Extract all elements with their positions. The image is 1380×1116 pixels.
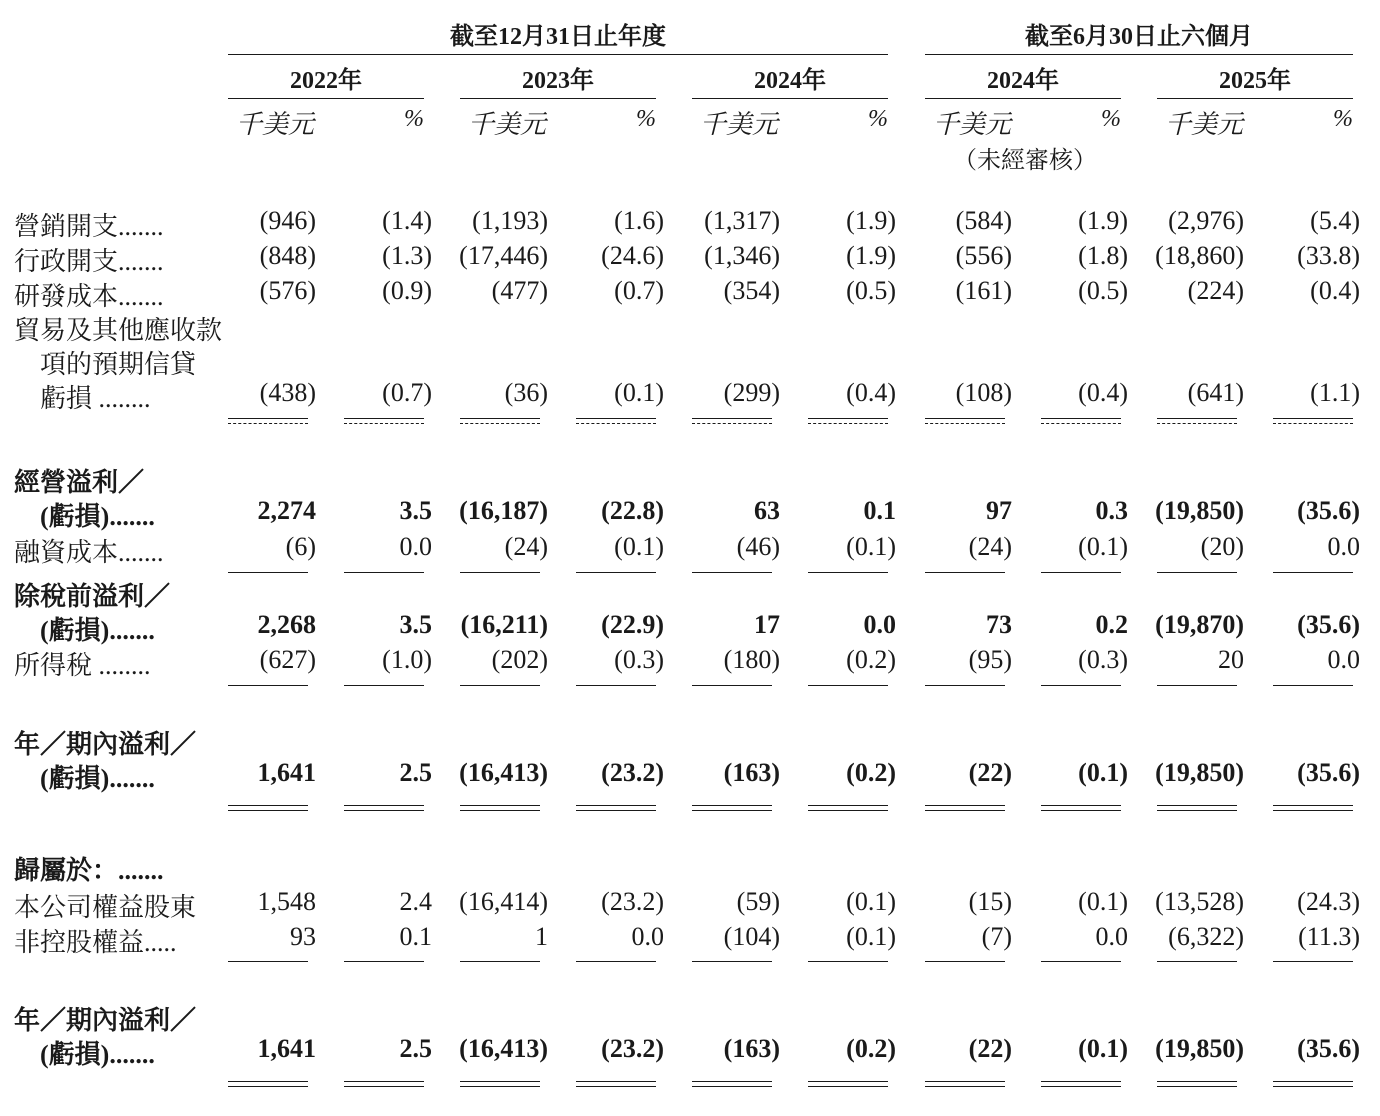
table-cell: (24) xyxy=(968,532,1012,561)
total-rule xyxy=(1273,1081,1353,1087)
table-cell: (180) xyxy=(723,645,780,674)
subtotal-rule xyxy=(692,961,772,962)
row-label: 行政開支....... xyxy=(14,247,164,276)
unit-amount-2023: 千美元 xyxy=(468,110,547,139)
table-cell: (23.2) xyxy=(601,887,664,916)
table-cell: 0.0 xyxy=(863,610,896,639)
total-rule xyxy=(1157,805,1237,811)
table-cell: (36) xyxy=(504,378,548,407)
row-label: 融資成本....... xyxy=(14,538,164,567)
table-cell: (0.4) xyxy=(1078,378,1128,407)
table-cell: (354) xyxy=(723,276,780,305)
unit-pct-2022: % xyxy=(404,106,424,132)
total-rule xyxy=(460,418,540,424)
subtotal-rule xyxy=(460,572,540,573)
table-cell: (627) xyxy=(259,645,316,674)
subtotal-rule xyxy=(576,961,656,962)
table-cell: 0.0 xyxy=(1327,645,1360,674)
table-cell: (22) xyxy=(968,1034,1012,1063)
total-rule xyxy=(808,418,888,424)
table-cell: (0.1) xyxy=(846,922,896,951)
table-cell: (35.6) xyxy=(1297,1034,1360,1063)
table-cell: (35.6) xyxy=(1297,758,1360,787)
total-rule xyxy=(344,1081,424,1087)
row-label: 貿易及其他應收款 xyxy=(14,316,223,345)
table-cell: (7) xyxy=(981,922,1012,951)
table-cell: (19,850) xyxy=(1155,496,1244,525)
unit-amount-2024-interim: 千美元 xyxy=(933,110,1012,139)
table-cell: 17 xyxy=(754,610,780,639)
subtotal-rule xyxy=(925,685,1005,686)
table-cell: (1,346) xyxy=(704,241,780,270)
table-cell: (13,528) xyxy=(1155,887,1244,916)
subtotal-rule xyxy=(1273,685,1353,686)
table-cell: (18,860) xyxy=(1155,241,1244,270)
subtotal-rule xyxy=(1273,572,1353,573)
table-cell: (477) xyxy=(491,276,548,305)
table-cell: (22) xyxy=(968,758,1012,787)
subtotal-rule xyxy=(344,685,424,686)
year-header-2024: 2024年 xyxy=(754,68,826,94)
year-rule-2023 xyxy=(460,98,656,99)
subtotal-rule xyxy=(692,685,772,686)
total-rule xyxy=(460,1081,540,1087)
subtotal-rule xyxy=(808,685,888,686)
total-rule xyxy=(925,418,1005,424)
total-rule xyxy=(1273,805,1353,811)
table-cell: (0.5) xyxy=(1078,276,1128,305)
total-rule xyxy=(228,805,308,811)
unit-amount-2024: 千美元 xyxy=(700,110,779,139)
total-rule xyxy=(344,805,424,811)
unit-pct-2023: % xyxy=(636,106,656,132)
period-annual-title: 截至12月31日止年度 xyxy=(450,24,666,50)
row-label: (虧損)....... xyxy=(40,1040,155,1069)
subtotal-rule xyxy=(1157,961,1237,962)
table-cell: (299) xyxy=(723,378,780,407)
unit-pct-2024: % xyxy=(868,106,888,132)
total-rule xyxy=(808,805,888,811)
subtotal-rule xyxy=(808,961,888,962)
row-label: 經營溢利／ xyxy=(14,468,145,497)
period-annual-rule xyxy=(228,54,888,55)
total-rule xyxy=(576,418,656,424)
table-cell: 0.0 xyxy=(1095,922,1128,951)
subtotal-rule xyxy=(1041,685,1121,686)
total-rule xyxy=(1041,1081,1121,1087)
total-rule xyxy=(228,1081,308,1087)
total-rule xyxy=(925,1081,1005,1087)
table-cell: (0.1) xyxy=(614,532,664,561)
subtotal-rule xyxy=(925,572,1005,573)
total-rule xyxy=(1041,805,1121,811)
table-cell: (17,446) xyxy=(459,241,548,270)
year-rule-2024 xyxy=(692,98,888,99)
table-cell: 20 xyxy=(1218,645,1244,674)
subtotal-rule xyxy=(1273,961,1353,962)
year-header-2025-interim: 2025年 xyxy=(1219,68,1291,94)
table-cell: (1.0) xyxy=(382,645,432,674)
table-cell: (202) xyxy=(491,645,548,674)
table-cell: (6,322) xyxy=(1168,922,1244,951)
total-rule xyxy=(576,1081,656,1087)
table-cell: (2,976) xyxy=(1168,206,1244,235)
table-cell: (584) xyxy=(955,206,1012,235)
year-rule-2024-interim xyxy=(925,98,1121,99)
table-cell: (23.2) xyxy=(601,758,664,787)
row-label: 本公司權益股東 xyxy=(14,893,197,922)
subtotal-rule xyxy=(808,572,888,573)
row-label: 研發成本....... xyxy=(14,282,164,311)
table-cell: (0.1) xyxy=(846,887,896,916)
table-cell: 2,268 xyxy=(257,610,316,639)
table-cell: (33.8) xyxy=(1297,241,1360,270)
table-cell: (0.3) xyxy=(1078,645,1128,674)
row-label: 虧損 ........ xyxy=(40,384,151,413)
table-cell: 0.1 xyxy=(863,496,896,525)
table-cell: (1.9) xyxy=(846,206,896,235)
total-rule xyxy=(1157,1081,1237,1087)
table-cell: (95) xyxy=(968,645,1012,674)
table-cell: (0.4) xyxy=(1310,276,1360,305)
table-cell: (224) xyxy=(1187,276,1244,305)
row-label: 年／期內溢利／ xyxy=(14,730,197,759)
table-cell: (946) xyxy=(259,206,316,235)
table-cell: (641) xyxy=(1187,378,1244,407)
table-cell: (24.3) xyxy=(1297,887,1360,916)
row-label: (虧損)....... xyxy=(40,502,155,531)
table-cell: (24.6) xyxy=(601,241,664,270)
table-cell: 0.0 xyxy=(399,532,432,561)
table-cell: (22.9) xyxy=(601,610,664,639)
table-cell: (35.6) xyxy=(1297,496,1360,525)
subtotal-rule xyxy=(228,572,308,573)
total-rule xyxy=(808,1081,888,1087)
table-cell: (0.1) xyxy=(1078,1034,1128,1063)
total-rule xyxy=(228,418,308,424)
table-cell: (0.7) xyxy=(614,276,664,305)
total-rule xyxy=(692,418,772,424)
row-label: (虧損)....... xyxy=(40,764,155,793)
table-cell: 0.3 xyxy=(1095,496,1128,525)
table-cell: (0.2) xyxy=(846,645,896,674)
row-label: 歸屬於：....... xyxy=(14,856,164,885)
table-cell: (0.3) xyxy=(614,645,664,674)
table-cell: 1 xyxy=(535,922,548,951)
subtotal-rule xyxy=(228,685,308,686)
subtotal-rule xyxy=(1041,961,1121,962)
subtotal-rule xyxy=(460,685,540,686)
subtotal-rule xyxy=(460,961,540,962)
table-cell: (1,193) xyxy=(472,206,548,235)
table-cell: (1,317) xyxy=(704,206,780,235)
table-cell: (19,850) xyxy=(1155,1034,1244,1063)
table-cell: (0.1) xyxy=(1078,887,1128,916)
table-cell: (1.8) xyxy=(1078,241,1128,270)
row-label: 項的預期信貸 xyxy=(40,350,197,379)
subtotal-rule xyxy=(692,572,772,573)
subtotal-rule xyxy=(1157,685,1237,686)
table-cell: 1,641 xyxy=(257,758,316,787)
table-cell: 3.5 xyxy=(399,496,432,525)
table-cell: (163) xyxy=(723,1034,780,1063)
unit-amount-2022: 千美元 xyxy=(236,110,315,139)
subtotal-rule xyxy=(228,961,308,962)
table-cell: (556) xyxy=(955,241,1012,270)
table-cell: (35.6) xyxy=(1297,610,1360,639)
table-cell: 2.5 xyxy=(399,758,432,787)
unit-pct-2024-interim: % xyxy=(1101,106,1121,132)
subtotal-rule xyxy=(344,572,424,573)
total-rule xyxy=(576,805,656,811)
table-cell: 97 xyxy=(986,496,1012,525)
table-cell: (0.7) xyxy=(382,378,432,407)
table-cell: (1.6) xyxy=(614,206,664,235)
row-label: 非控股權益..... xyxy=(14,928,177,957)
table-cell: (1.3) xyxy=(382,241,432,270)
year-header-2023: 2023年 xyxy=(522,68,594,94)
row-label: (虧損)....... xyxy=(40,616,155,645)
total-rule xyxy=(692,1081,772,1087)
total-rule xyxy=(925,805,1005,811)
table-cell: (576) xyxy=(259,276,316,305)
table-cell: (20) xyxy=(1200,532,1244,561)
table-cell: (15) xyxy=(968,887,1012,916)
table-cell: (0.5) xyxy=(846,276,896,305)
subtotal-rule xyxy=(576,572,656,573)
table-cell: (6) xyxy=(285,532,316,561)
subtotal-rule xyxy=(1157,572,1237,573)
row-label: 年／期內溢利／ xyxy=(14,1006,197,1035)
table-cell: 0.1 xyxy=(399,922,432,951)
table-cell: (104) xyxy=(723,922,780,951)
table-cell: (848) xyxy=(259,241,316,270)
unit-pct-2025-interim: % xyxy=(1333,106,1353,132)
table-cell: (19,870) xyxy=(1155,610,1244,639)
subtotal-rule xyxy=(344,961,424,962)
table-cell: (1.9) xyxy=(846,241,896,270)
year-rule-2022 xyxy=(228,98,424,99)
table-cell: (108) xyxy=(955,378,1012,407)
table-cell: (0.2) xyxy=(846,1034,896,1063)
table-cell: (0.9) xyxy=(382,276,432,305)
total-rule xyxy=(692,805,772,811)
table-cell: 93 xyxy=(290,922,316,951)
table-cell: (23.2) xyxy=(601,1034,664,1063)
table-cell: 0.0 xyxy=(631,922,664,951)
subtotal-rule xyxy=(925,961,1005,962)
table-cell: (46) xyxy=(736,532,780,561)
table-cell: 2,274 xyxy=(257,496,316,525)
table-cell: (438) xyxy=(259,378,316,407)
row-label: 除稅前溢利／ xyxy=(14,582,171,611)
year-header-2024-interim: 2024年 xyxy=(987,68,1059,94)
total-rule xyxy=(1157,418,1237,424)
table-cell: 73 xyxy=(986,610,1012,639)
table-cell: (19,850) xyxy=(1155,758,1244,787)
table-cell: (1.4) xyxy=(382,206,432,235)
table-cell: (163) xyxy=(723,758,780,787)
table-cell: (22.8) xyxy=(601,496,664,525)
table-cell: (0.1) xyxy=(614,378,664,407)
row-label: 營銷開支....... xyxy=(14,212,164,241)
table-cell: (0.1) xyxy=(1078,532,1128,561)
total-rule xyxy=(460,805,540,811)
table-cell: 0.0 xyxy=(1327,532,1360,561)
table-cell: 1,548 xyxy=(257,887,316,916)
table-cell: (0.2) xyxy=(846,758,896,787)
table-cell: (1.9) xyxy=(1078,206,1128,235)
table-cell: 63 xyxy=(754,496,780,525)
table-cell: (16,187) xyxy=(459,496,548,525)
table-cell: 1,641 xyxy=(257,1034,316,1063)
table-cell: 2.5 xyxy=(399,1034,432,1063)
period-interim-rule xyxy=(925,54,1353,55)
table-cell: (0.4) xyxy=(846,378,896,407)
year-header-2022: 2022年 xyxy=(290,68,362,94)
total-rule xyxy=(1273,418,1353,424)
period-interim-title: 截至6月30日止六個月 xyxy=(1025,24,1253,50)
table-cell: (161) xyxy=(955,276,1012,305)
table-cell: 3.5 xyxy=(399,610,432,639)
unit-amount-2025-interim: 千美元 xyxy=(1165,110,1244,139)
row-label: 所得稅 ........ xyxy=(14,651,151,680)
table-cell: (1.1) xyxy=(1310,378,1360,407)
table-cell: (11.3) xyxy=(1298,922,1360,951)
table-cell: (24) xyxy=(504,532,548,561)
table-cell: 2.4 xyxy=(399,887,432,916)
table-cell: (0.1) xyxy=(846,532,896,561)
table-cell: (16,413) xyxy=(459,1034,548,1063)
subtotal-rule xyxy=(1041,572,1121,573)
unaudited-note: （未經審核） xyxy=(953,148,1097,174)
table-cell: (16,414) xyxy=(459,887,548,916)
total-rule xyxy=(344,418,424,424)
table-cell: (16,211) xyxy=(460,610,548,639)
table-cell: 0.2 xyxy=(1095,610,1128,639)
table-cell: (59) xyxy=(736,887,780,916)
subtotal-rule xyxy=(576,685,656,686)
table-cell: (16,413) xyxy=(459,758,548,787)
table-cell: (0.1) xyxy=(1078,758,1128,787)
total-rule xyxy=(1041,418,1121,424)
table-cell: (5.4) xyxy=(1310,206,1360,235)
year-rule-2025-interim xyxy=(1157,98,1353,99)
